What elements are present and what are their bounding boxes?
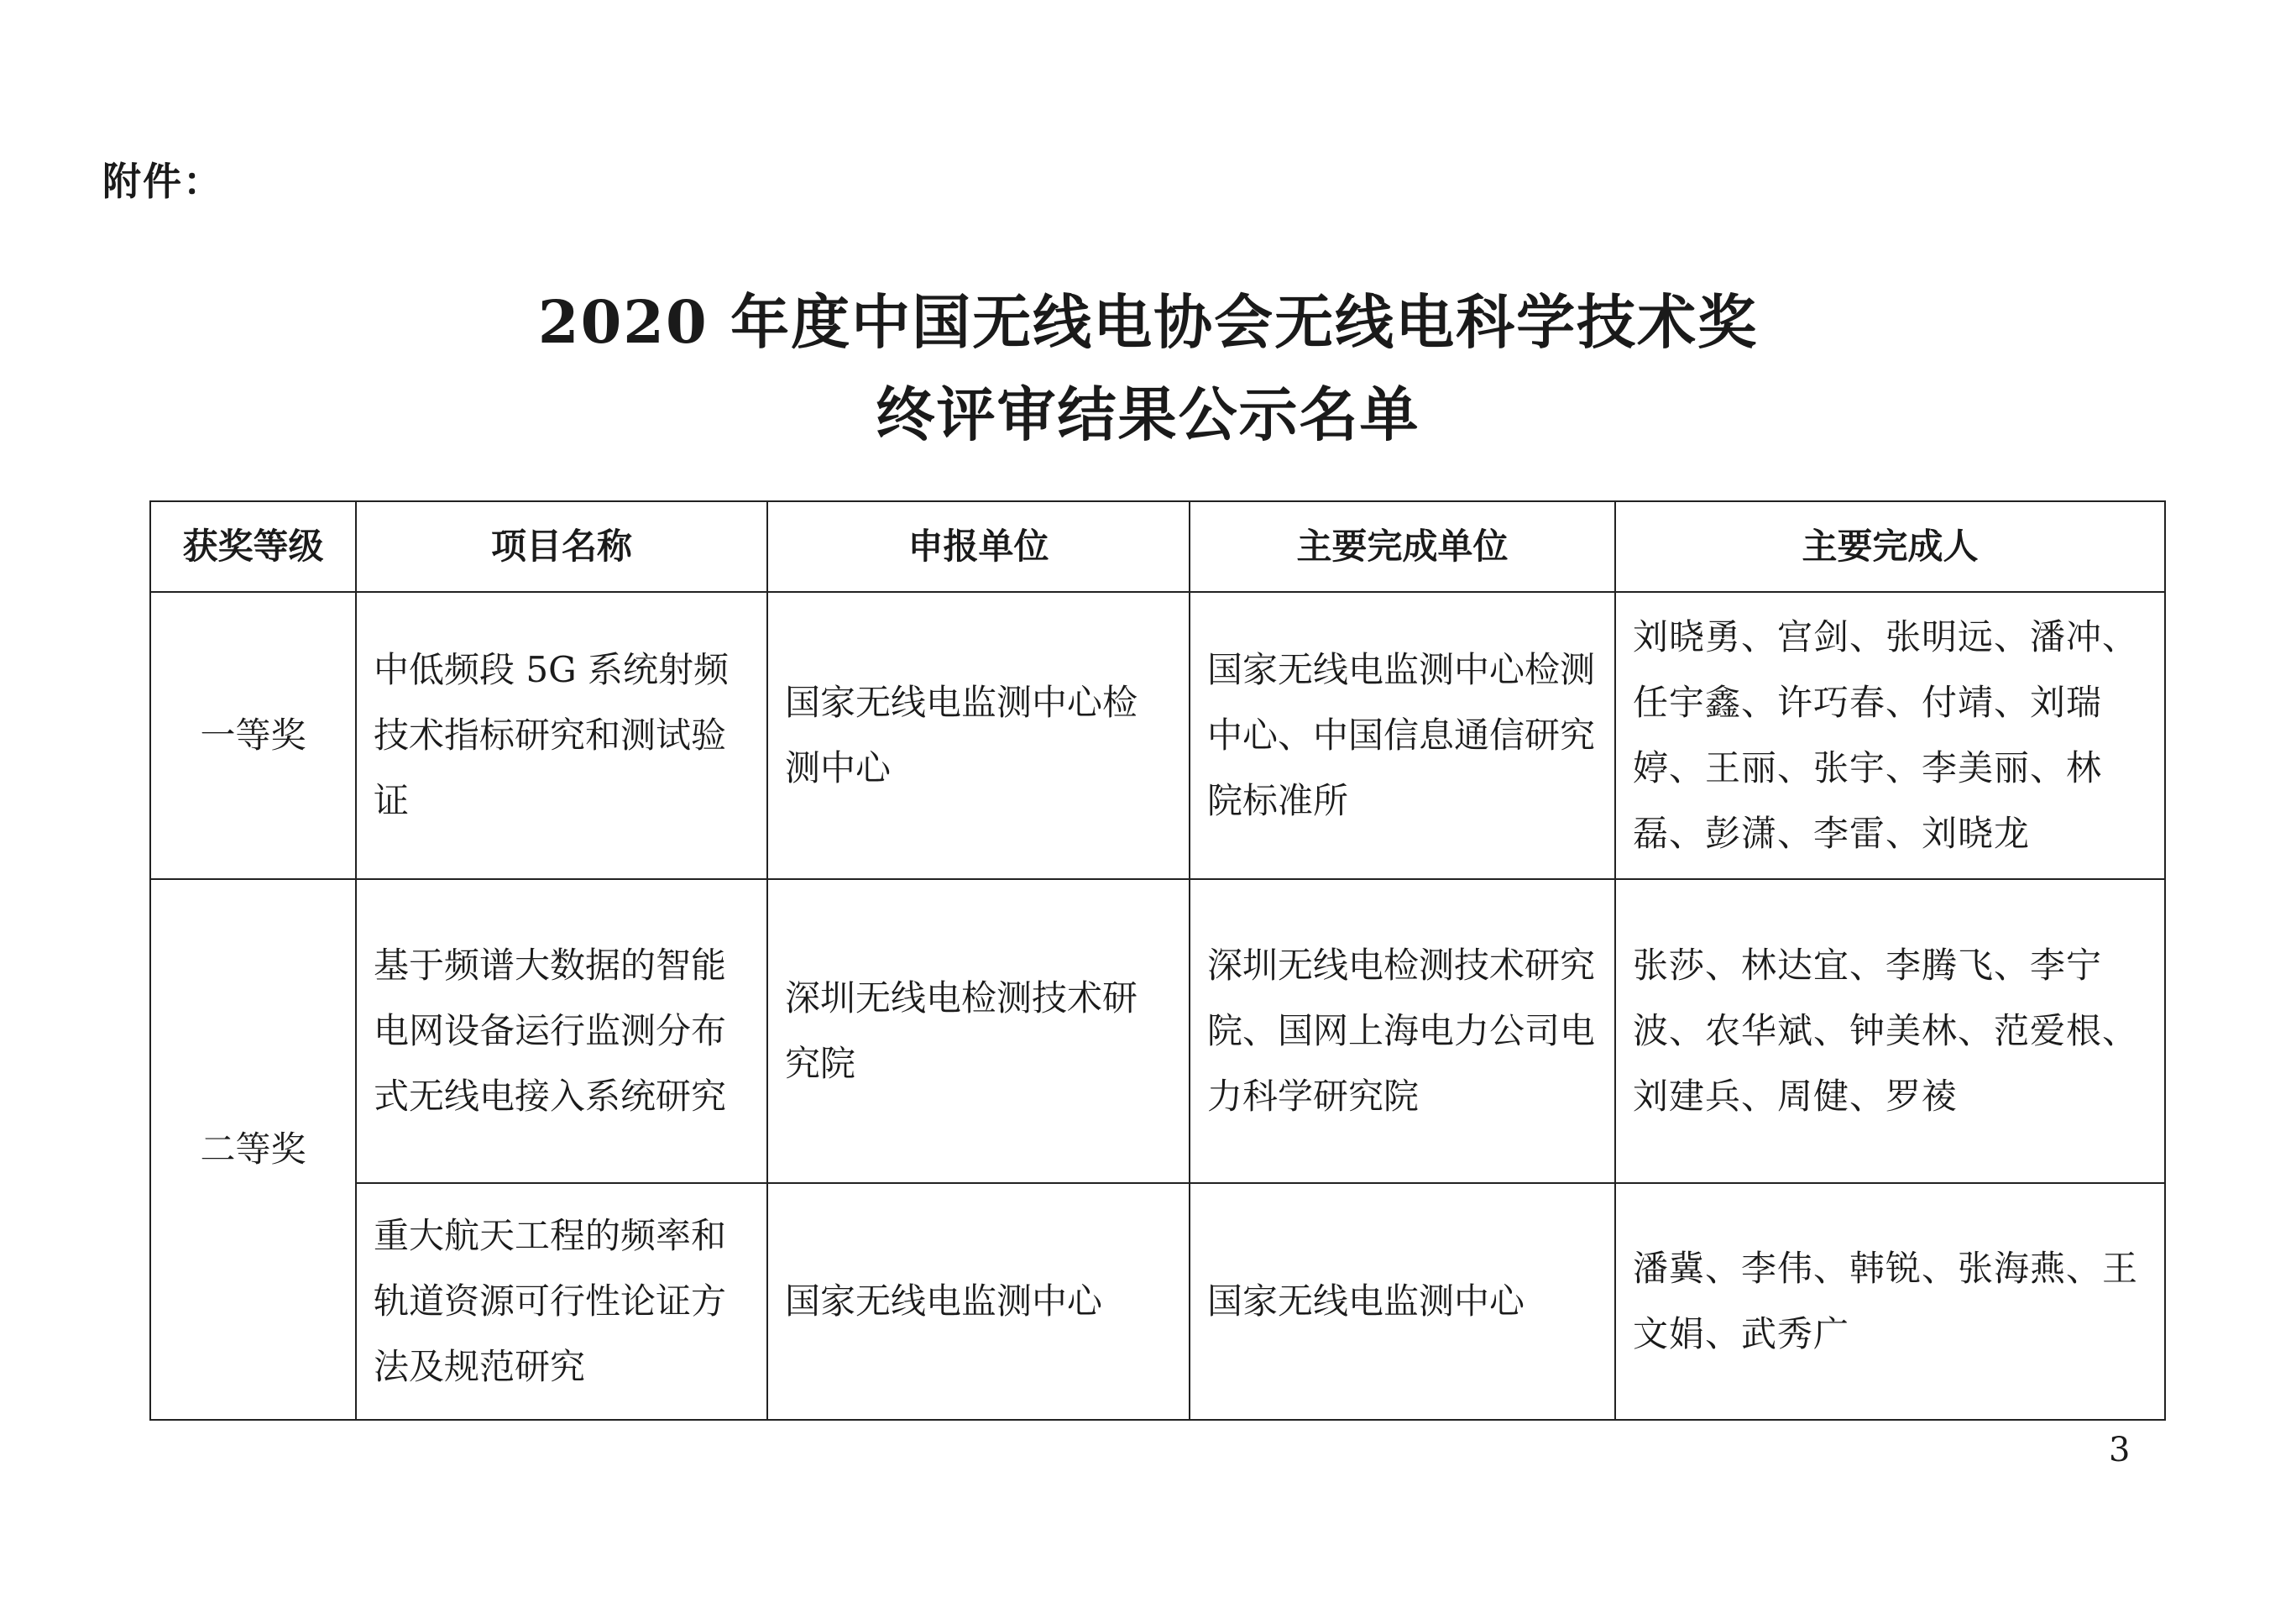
- main-units-cell: 国家无线电监测中心: [1190, 1183, 1615, 1420]
- title-line-1: 2020 年度中国无线电协会无线电科学技术奖: [537, 287, 1759, 357]
- applicant-unit-cell: 国家无线电监测中心: [767, 1183, 1190, 1420]
- table-row: [150, 879, 2165, 1183]
- table-row: [150, 1183, 2165, 1420]
- project-name-cell: 基于频谱大数据的智能电网设备运行监测分布式无线电接入系统研究: [356, 879, 767, 1183]
- applicant-unit-cell: 国家无线电监测中心检测中心: [767, 592, 1190, 879]
- project-name-cell: 中低频段 5G 系统射频技术指标研究和测试验证: [356, 592, 767, 879]
- page-number: 3: [2109, 1431, 2131, 1469]
- main-people-cell: 潘冀、李伟、韩锐、张海燕、王文娟、武秀广: [1615, 1183, 2165, 1420]
- main-people-cell: 刘晓勇、宫剑、张明远、潘冲、任宇鑫、许巧春、付靖、刘瑞婷、王丽、张宇、李美丽、林磊、彭潇、李雷、刘晓龙: [1615, 592, 2165, 879]
- award-level-cell: 一等奖: [150, 592, 356, 879]
- main-units-cell: 国家无线电监测中心检测中心、中国信息通信研究院标准所: [1190, 592, 1615, 879]
- attachment-label: 附件：: [102, 159, 223, 204]
- header-main-units: 主要完成单位: [1190, 501, 1615, 592]
- applicant-unit-cell: 深圳无线电检测技术研究院: [767, 879, 1190, 1183]
- main-people-cell: 张莎、林达宜、李腾飞、李宁波、农华斌、钟美林、范爱根、刘建兵、周健、罗祾: [1615, 879, 2165, 1183]
- project-name-cell: 重大航天工程的频率和轨道资源可行性论证方法及规范研究: [356, 1183, 767, 1420]
- header-main-people: 主要完成人: [1615, 501, 2165, 592]
- table-header-row: [150, 501, 2165, 592]
- award-level-cell: 二等奖: [150, 879, 356, 1420]
- header-applicant-unit: 申报单位: [767, 501, 1190, 592]
- header-project-name: 项目名称: [356, 501, 767, 592]
- title-line-2: 终评审结果公示名单: [876, 380, 1420, 449]
- table-row: [150, 592, 2165, 879]
- results-table: [149, 500, 2166, 1421]
- header-award-level: 获奖等级: [150, 501, 356, 592]
- main-units-cell: 深圳无线电检测技术研究院、国网上海电力公司电力科学研究院: [1190, 879, 1615, 1183]
